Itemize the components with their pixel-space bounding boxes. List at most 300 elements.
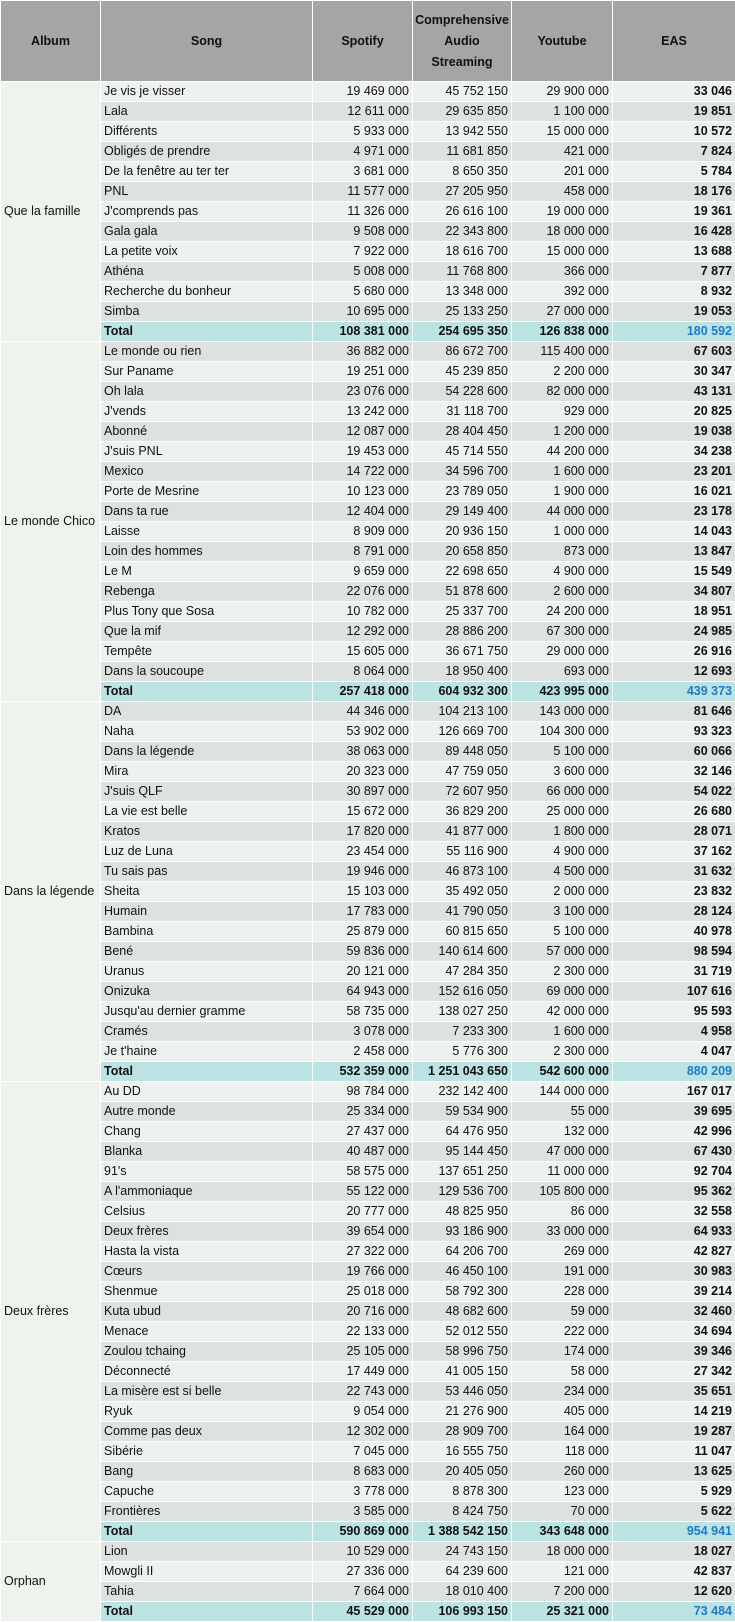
table-row	[1, 562, 735, 582]
eas-cell: 27 342	[613, 1362, 735, 1382]
song-cell: Kratos	[101, 822, 313, 842]
eas-cell: 33 046	[613, 82, 735, 102]
eas-cell: 5 622	[613, 1502, 735, 1522]
eas-cell: 23 201	[613, 462, 735, 482]
eas-cell: 34 807	[613, 582, 735, 602]
spotify-cell: 12 302 000	[313, 1422, 413, 1442]
eas-cell: 95 362	[613, 1182, 735, 1202]
spotify-cell: 4 971 000	[313, 142, 413, 162]
table-row	[1, 1122, 735, 1142]
table-row	[1, 1382, 735, 1402]
table-row	[1, 882, 735, 902]
youtube-cell: 86 000	[512, 1202, 613, 1222]
total-cas-cell: 1 388 542 150	[413, 1522, 512, 1542]
song-cell: J'suis PNL	[101, 442, 313, 462]
eas-cell: 32 146	[613, 762, 735, 782]
table-row	[1, 942, 735, 962]
cas-cell: 64 239 600	[413, 1562, 512, 1582]
cas-cell: 7 233 300	[413, 1022, 512, 1042]
total-cas-cell: 1 251 043 650	[413, 1062, 512, 1082]
cas-cell: 41 790 050	[413, 902, 512, 922]
eas-cell: 5 784	[613, 162, 735, 182]
table-row	[1, 462, 735, 482]
cas-cell: 28 909 700	[413, 1422, 512, 1442]
spotify-cell: 53 902 000	[313, 722, 413, 742]
song-cell: Shenmue	[101, 1282, 313, 1302]
song-cell: Dans ta rue	[101, 502, 313, 522]
table-row	[1, 1482, 735, 1502]
table-row	[1, 482, 735, 502]
cas-cell: 64 476 950	[413, 1122, 512, 1142]
spotify-cell: 9 659 000	[313, 562, 413, 582]
eas-cell: 98 594	[613, 942, 735, 962]
song-cell: Le monde ou rien	[101, 342, 313, 362]
cas-cell: 53 446 050	[413, 1382, 512, 1402]
youtube-cell: 405 000	[512, 1402, 613, 1422]
eas-cell: 34 238	[613, 442, 735, 462]
eas-cell: 4 047	[613, 1042, 735, 1062]
table-row	[1, 362, 735, 382]
song-cell: Différents	[101, 122, 313, 142]
table-row	[1, 1222, 735, 1242]
song-cell: Autre monde	[101, 1102, 313, 1122]
eas-cell: 13 688	[613, 242, 735, 262]
youtube-cell: 5 100 000	[512, 742, 613, 762]
eas-cell: 7 877	[613, 262, 735, 282]
header-youtube: Youtube	[512, 1, 613, 82]
spotify-cell: 5 008 000	[313, 262, 413, 282]
eas-cell: 32 460	[613, 1302, 735, 1322]
spotify-cell: 5 680 000	[313, 282, 413, 302]
spotify-cell: 25 879 000	[313, 922, 413, 942]
eas-cell: 12 693	[613, 662, 735, 682]
spotify-cell: 14 722 000	[313, 462, 413, 482]
table-row	[1, 582, 735, 602]
table-row	[1, 1562, 735, 1582]
eas-cell: 60 066	[613, 742, 735, 762]
total-eas-cell: 954 941	[613, 1522, 735, 1542]
song-cell: Rebenga	[101, 582, 313, 602]
table-row	[1, 722, 735, 742]
cas-cell: 25 337 700	[413, 602, 512, 622]
youtube-cell: 29 000 000	[512, 642, 613, 662]
table-row	[1, 142, 735, 162]
cas-cell: 48 825 950	[413, 1202, 512, 1222]
song-cell: Tahia	[101, 1582, 313, 1602]
youtube-cell: 115 400 000	[512, 342, 613, 362]
youtube-cell: 132 000	[512, 1122, 613, 1142]
table-row	[1, 1422, 735, 1442]
table-row	[1, 782, 735, 802]
cas-cell: 34 596 700	[413, 462, 512, 482]
song-cell: Kuta ubud	[101, 1302, 313, 1322]
table-row	[1, 442, 735, 462]
youtube-cell: 66 000 000	[512, 782, 613, 802]
youtube-cell: 693 000	[512, 662, 613, 682]
youtube-cell: 18 000 000	[512, 1542, 613, 1562]
song-cell: Porte de Mesrine	[101, 482, 313, 502]
total-song-cell: Total	[101, 682, 313, 702]
album-name: Le monde Chico	[1, 342, 101, 702]
spotify-cell: 10 695 000	[313, 302, 413, 322]
cas-cell: 93 186 900	[413, 1222, 512, 1242]
table-row	[1, 762, 735, 782]
song-cell: Celsius	[101, 1202, 313, 1222]
eas-cell: 32 558	[613, 1202, 735, 1222]
spotify-cell: 3 078 000	[313, 1022, 413, 1042]
eas-cell: 42 827	[613, 1242, 735, 1262]
spotify-cell: 20 777 000	[313, 1202, 413, 1222]
cas-cell: 55 116 900	[413, 842, 512, 862]
spotify-cell: 3 778 000	[313, 1482, 413, 1502]
eas-cell: 5 929	[613, 1482, 735, 1502]
table-row	[1, 1022, 735, 1042]
youtube-cell: 3 600 000	[512, 762, 613, 782]
cas-cell: 47 284 350	[413, 962, 512, 982]
eas-cell: 23 832	[613, 882, 735, 902]
eas-cell: 34 694	[613, 1322, 735, 1342]
cas-cell: 8 650 350	[413, 162, 512, 182]
youtube-cell: 18 000 000	[512, 222, 613, 242]
spotify-cell: 15 672 000	[313, 802, 413, 822]
cas-cell: 45 752 150	[413, 82, 512, 102]
cas-cell: 51 878 600	[413, 582, 512, 602]
cas-cell: 137 651 250	[413, 1162, 512, 1182]
youtube-cell: 260 000	[512, 1462, 613, 1482]
cas-cell: 45 239 850	[413, 362, 512, 382]
total-spotify-cell: 532 359 000	[313, 1062, 413, 1082]
youtube-cell: 143 000 000	[512, 702, 613, 722]
total-spotify-cell: 257 418 000	[313, 682, 413, 702]
cas-cell: 232 142 400	[413, 1082, 512, 1102]
total-cas-cell: 254 695 350	[413, 322, 512, 342]
spotify-cell: 58 575 000	[313, 1162, 413, 1182]
song-cell: Bang	[101, 1462, 313, 1482]
table-row	[1, 1002, 735, 1022]
spotify-cell: 23 076 000	[313, 382, 413, 402]
spotify-cell: 98 784 000	[313, 1082, 413, 1102]
table-row	[1, 1242, 735, 1262]
song-cell: Gala gala	[101, 222, 313, 242]
spotify-cell: 64 943 000	[313, 982, 413, 1002]
spotify-cell: 20 323 000	[313, 762, 413, 782]
eas-cell: 43 131	[613, 382, 735, 402]
song-cell: Simba	[101, 302, 313, 322]
youtube-cell: 1 900 000	[512, 482, 613, 502]
cas-cell: 25 133 250	[413, 302, 512, 322]
cas-cell: 52 012 550	[413, 1322, 512, 1342]
cas-cell: 46 450 100	[413, 1262, 512, 1282]
spotify-cell: 30 897 000	[313, 782, 413, 802]
spotify-cell: 27 336 000	[313, 1562, 413, 1582]
song-cell: Au DD	[101, 1082, 313, 1102]
table-row	[1, 82, 735, 102]
song-cell: Sur Paname	[101, 362, 313, 382]
cas-cell: 126 669 700	[413, 722, 512, 742]
youtube-cell: 174 000	[512, 1342, 613, 1362]
youtube-cell: 164 000	[512, 1422, 613, 1442]
youtube-cell: 7 200 000	[512, 1582, 613, 1602]
total-eas-cell: 880 209	[613, 1062, 735, 1082]
table-row	[1, 982, 735, 1002]
eas-cell: 39 214	[613, 1282, 735, 1302]
song-cell: Jusqu'au dernier gramme	[101, 1002, 313, 1022]
spotify-cell: 36 882 000	[313, 342, 413, 362]
table-row	[1, 742, 735, 762]
table-row	[1, 1162, 735, 1182]
header-cas: Comprehensive Audio Streaming	[413, 1, 512, 82]
cas-cell: 31 118 700	[413, 402, 512, 422]
song-cell: Lion	[101, 1542, 313, 1562]
table-row	[1, 1282, 735, 1302]
table-row	[1, 1102, 735, 1122]
spotify-cell: 25 105 000	[313, 1342, 413, 1362]
cas-cell: 64 206 700	[413, 1242, 512, 1262]
youtube-cell: 1 200 000	[512, 422, 613, 442]
song-cell: DA	[101, 702, 313, 722]
table-row	[1, 1442, 735, 1462]
spotify-cell: 10 782 000	[313, 602, 413, 622]
song-cell: Menace	[101, 1322, 313, 1342]
eas-cell: 12 620	[613, 1582, 735, 1602]
eas-cell: 39 346	[613, 1342, 735, 1362]
eas-cell: 93 323	[613, 722, 735, 742]
table-row	[1, 202, 735, 222]
table-row	[1, 1502, 735, 1522]
album-name: Deux frères	[1, 1082, 101, 1542]
eas-cell: 16 021	[613, 482, 735, 502]
song-cell: Sibérie	[101, 1442, 313, 1462]
table-row	[1, 302, 735, 322]
spotify-cell: 7 664 000	[313, 1582, 413, 1602]
song-cell: Abonné	[101, 422, 313, 442]
youtube-cell: 3 100 000	[512, 902, 613, 922]
youtube-cell: 228 000	[512, 1282, 613, 1302]
song-cell: J'vends	[101, 402, 313, 422]
spotify-cell: 19 453 000	[313, 442, 413, 462]
song-cell: Le M	[101, 562, 313, 582]
cas-cell: 23 789 050	[413, 482, 512, 502]
youtube-cell: 929 000	[512, 402, 613, 422]
youtube-cell: 11 000 000	[512, 1162, 613, 1182]
cas-cell: 28 404 450	[413, 422, 512, 442]
youtube-cell: 4 900 000	[512, 842, 613, 862]
table-row	[1, 382, 735, 402]
total-spotify-cell: 108 381 000	[313, 322, 413, 342]
youtube-cell: 55 000	[512, 1102, 613, 1122]
spotify-cell: 12 292 000	[313, 622, 413, 642]
total-row	[1, 1062, 735, 1082]
spotify-cell: 55 122 000	[313, 1182, 413, 1202]
spotify-cell: 11 326 000	[313, 202, 413, 222]
total-song-cell: Total	[101, 1602, 313, 1622]
spotify-cell: 38 063 000	[313, 742, 413, 762]
table-row	[1, 962, 735, 982]
song-cell: Je vis je visser	[101, 82, 313, 102]
eas-cell: 19 053	[613, 302, 735, 322]
table-row	[1, 802, 735, 822]
youtube-cell: 24 200 000	[512, 602, 613, 622]
youtube-cell: 58 000	[512, 1362, 613, 1382]
table-row	[1, 842, 735, 862]
spotify-cell: 15 605 000	[313, 642, 413, 662]
spotify-cell: 17 820 000	[313, 822, 413, 842]
song-cell: Zoulou tchaing	[101, 1342, 313, 1362]
eas-cell: 20 825	[613, 402, 735, 422]
cas-cell: 58 792 300	[413, 1282, 512, 1302]
table-row	[1, 902, 735, 922]
cas-cell: 13 942 550	[413, 122, 512, 142]
cas-cell: 89 448 050	[413, 742, 512, 762]
cas-cell: 18 950 400	[413, 662, 512, 682]
table-row	[1, 1362, 735, 1382]
spotify-cell: 58 735 000	[313, 1002, 413, 1022]
cas-cell: 16 555 750	[413, 1442, 512, 1462]
cas-cell: 24 743 150	[413, 1542, 512, 1562]
table-row	[1, 642, 735, 662]
youtube-cell: 27 000 000	[512, 302, 613, 322]
eas-cell: 26 916	[613, 642, 735, 662]
eas-cell: 95 593	[613, 1002, 735, 1022]
cas-cell: 8 878 300	[413, 1482, 512, 1502]
youtube-cell: 70 000	[512, 1502, 613, 1522]
spotify-cell: 19 469 000	[313, 82, 413, 102]
song-cell: 91's	[101, 1162, 313, 1182]
eas-cell: 19 287	[613, 1422, 735, 1442]
cas-cell: 20 658 850	[413, 542, 512, 562]
youtube-cell: 5 100 000	[512, 922, 613, 942]
spotify-cell: 2 458 000	[313, 1042, 413, 1062]
song-cell: J'suis QLF	[101, 782, 313, 802]
cas-cell: 22 343 800	[413, 222, 512, 242]
spotify-cell: 12 087 000	[313, 422, 413, 442]
spotify-cell: 40 487 000	[313, 1142, 413, 1162]
eas-cell: 7 824	[613, 142, 735, 162]
spotify-cell: 27 322 000	[313, 1242, 413, 1262]
table-row	[1, 242, 735, 262]
total-cas-cell: 604 932 300	[413, 682, 512, 702]
total-eas-cell: 180 592	[613, 322, 735, 342]
spotify-cell: 8 683 000	[313, 1462, 413, 1482]
eas-cell: 16 428	[613, 222, 735, 242]
table-row	[1, 702, 735, 722]
cas-cell: 36 671 750	[413, 642, 512, 662]
eas-cell: 18 027	[613, 1542, 735, 1562]
table-row	[1, 822, 735, 842]
cas-cell: 11 681 850	[413, 142, 512, 162]
song-cell: Sheita	[101, 882, 313, 902]
table-row	[1, 1462, 735, 1482]
youtube-cell: 33 000 000	[512, 1222, 613, 1242]
table-row	[1, 1582, 735, 1602]
table-row	[1, 602, 735, 622]
table-row	[1, 402, 735, 422]
cas-cell: 26 616 100	[413, 202, 512, 222]
song-cell: Loin des hommes	[101, 542, 313, 562]
song-cell: La misère est si belle	[101, 1382, 313, 1402]
eas-cell: 10 572	[613, 122, 735, 142]
song-cell: Hasta la vista	[101, 1242, 313, 1262]
eas-cell: 30 983	[613, 1262, 735, 1282]
song-cell: Tu sais pas	[101, 862, 313, 882]
spotify-cell: 10 529 000	[313, 1542, 413, 1562]
eas-cell: 19 038	[613, 422, 735, 442]
youtube-cell: 59 000	[512, 1302, 613, 1322]
spotify-cell: 10 123 000	[313, 482, 413, 502]
spotify-cell: 17 449 000	[313, 1362, 413, 1382]
song-cell: Frontières	[101, 1502, 313, 1522]
youtube-cell: 4 500 000	[512, 862, 613, 882]
total-row	[1, 322, 735, 342]
spotify-cell: 19 766 000	[313, 1262, 413, 1282]
song-cell: La petite voix	[101, 242, 313, 262]
youtube-cell: 105 800 000	[512, 1182, 613, 1202]
eas-cell: 37 162	[613, 842, 735, 862]
youtube-cell: 67 300 000	[512, 622, 613, 642]
song-cell: Dans la soucoupe	[101, 662, 313, 682]
song-cell: Blanka	[101, 1142, 313, 1162]
song-cell: Cœurs	[101, 1262, 313, 1282]
table-row	[1, 1402, 735, 1422]
youtube-cell: 2 600 000	[512, 582, 613, 602]
cas-cell: 140 614 600	[413, 942, 512, 962]
eas-cell: 40 978	[613, 922, 735, 942]
cas-cell: 46 873 100	[413, 862, 512, 882]
spotify-cell: 9 054 000	[313, 1402, 413, 1422]
spotify-cell: 20 716 000	[313, 1302, 413, 1322]
table-row	[1, 522, 735, 542]
song-cell: PNL	[101, 182, 313, 202]
youtube-cell: 82 000 000	[512, 382, 613, 402]
table-row	[1, 662, 735, 682]
spotify-cell: 13 242 000	[313, 402, 413, 422]
album-name: Orphan	[1, 1542, 101, 1622]
eas-cell: 42 837	[613, 1562, 735, 1582]
eas-cell: 13 847	[613, 542, 735, 562]
spotify-cell: 17 783 000	[313, 902, 413, 922]
table-row	[1, 922, 735, 942]
spotify-cell: 22 076 000	[313, 582, 413, 602]
cas-cell: 48 682 600	[413, 1302, 512, 1322]
table-row	[1, 182, 735, 202]
song-cell: Lala	[101, 102, 313, 122]
spotify-cell: 5 933 000	[313, 122, 413, 142]
cas-cell: 47 759 050	[413, 762, 512, 782]
table-row	[1, 502, 735, 522]
song-cell: Laisse	[101, 522, 313, 542]
song-cell: Bené	[101, 942, 313, 962]
total-youtube-cell: 126 838 000	[512, 322, 613, 342]
song-cell: Oh lala	[101, 382, 313, 402]
eas-cell: 23 178	[613, 502, 735, 522]
spotify-cell: 25 018 000	[313, 1282, 413, 1302]
eas-cell: 13 625	[613, 1462, 735, 1482]
album-name: Dans la légende	[1, 702, 101, 1082]
youtube-cell: 191 000	[512, 1262, 613, 1282]
table-row	[1, 122, 735, 142]
eas-cell: 67 603	[613, 342, 735, 362]
youtube-cell: 873 000	[512, 542, 613, 562]
youtube-cell: 15 000 000	[512, 122, 613, 142]
cas-cell: 27 205 950	[413, 182, 512, 202]
total-youtube-cell: 423 995 000	[512, 682, 613, 702]
spotify-cell: 19 946 000	[313, 862, 413, 882]
eas-cell: 18 951	[613, 602, 735, 622]
cas-cell: 59 534 900	[413, 1102, 512, 1122]
total-spotify-cell: 590 869 000	[313, 1522, 413, 1542]
spotify-cell: 7 922 000	[313, 242, 413, 262]
eas-cell: 64 933	[613, 1222, 735, 1242]
